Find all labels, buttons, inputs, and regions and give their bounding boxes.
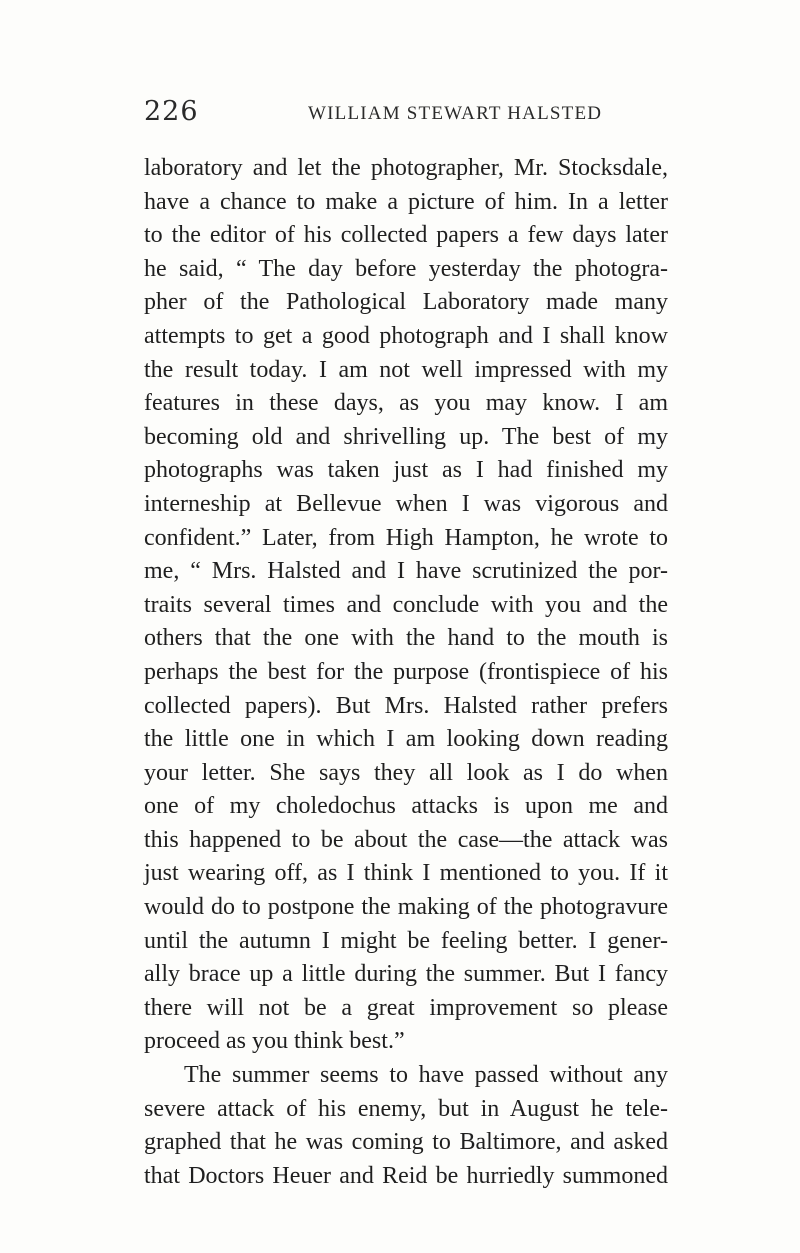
text-line: this happened to be about the case—the attack was: [144, 826, 668, 853]
text-line: photographs was taken just as I had finished my: [144, 457, 668, 484]
text-line: the little one in which I am looking down reading: [144, 726, 668, 753]
text-line: becoming old and shrivelling up. The best of my: [144, 423, 668, 450]
text-line: until the autumn I might be feeling better. I gener-: [144, 927, 668, 954]
text-line: would do to postpone the making of the photogravure: [144, 894, 668, 921]
text-line: pher of the Pathological Laboratory made many: [144, 289, 668, 316]
text-line: features in these days, as you may know. I am: [144, 390, 668, 417]
page-header: [144, 96, 664, 136]
text-line: others that the one with the hand to the mouth is: [144, 625, 668, 652]
body-text: [144, 152, 668, 1193]
text-line: perhaps the best for the purpose (frontispiece of his: [144, 658, 668, 685]
paragraph-end-line: proceed as you think best.”: [144, 1028, 405, 1055]
text-line: one of my choledochus attacks is upon me and: [144, 793, 668, 820]
text-line: laboratory and let the photographer, Mr. Stocksdale,: [144, 155, 668, 181]
running-head: WILLIAM STEWART HALSTED: [308, 103, 603, 124]
text-line: ally brace up a little during the summer. But I fancy: [144, 961, 668, 988]
paragraph-start-line: The summer seems to have passed without any: [184, 1062, 668, 1089]
text-line: me, “ Mrs. Halsted and I have scrutinized the por-: [144, 558, 668, 585]
text-line: have a chance to make a picture of him. In a letter: [144, 188, 668, 215]
text-line: just wearing off, as I think I mentioned to you. If it: [144, 860, 668, 887]
text-line: your letter. She says they all look as I do when: [144, 759, 668, 786]
text-line: he said, “ The day before yesterday the photogra-: [144, 255, 668, 282]
page-number: 226: [144, 96, 199, 127]
text-line: traits several times and conclude with you and the: [144, 591, 668, 618]
text-line: attempts to get a good photograph and I shall know: [144, 322, 668, 349]
text-line: that Doctors Heuer and Reid be hurriedly summoned: [144, 1162, 668, 1189]
text-line: graphed that he was coming to Baltimore, and asked: [144, 1129, 668, 1156]
text-line: confident.” Later, from High Hampton, he wrote to: [144, 524, 668, 551]
text-line: there will not be a great improvement so please: [144, 994, 668, 1021]
text-line: the result today. I am not well impressed with my: [144, 356, 668, 383]
text-line: interneship at Bellevue when I was vigorous and: [144, 490, 668, 517]
text-line: to the editor of his collected papers a few days later: [144, 222, 668, 249]
text-line: collected papers). But Mrs. Halsted rather prefers: [144, 692, 668, 719]
text-line: severe attack of his enemy, but in August he tele-: [144, 1095, 668, 1122]
